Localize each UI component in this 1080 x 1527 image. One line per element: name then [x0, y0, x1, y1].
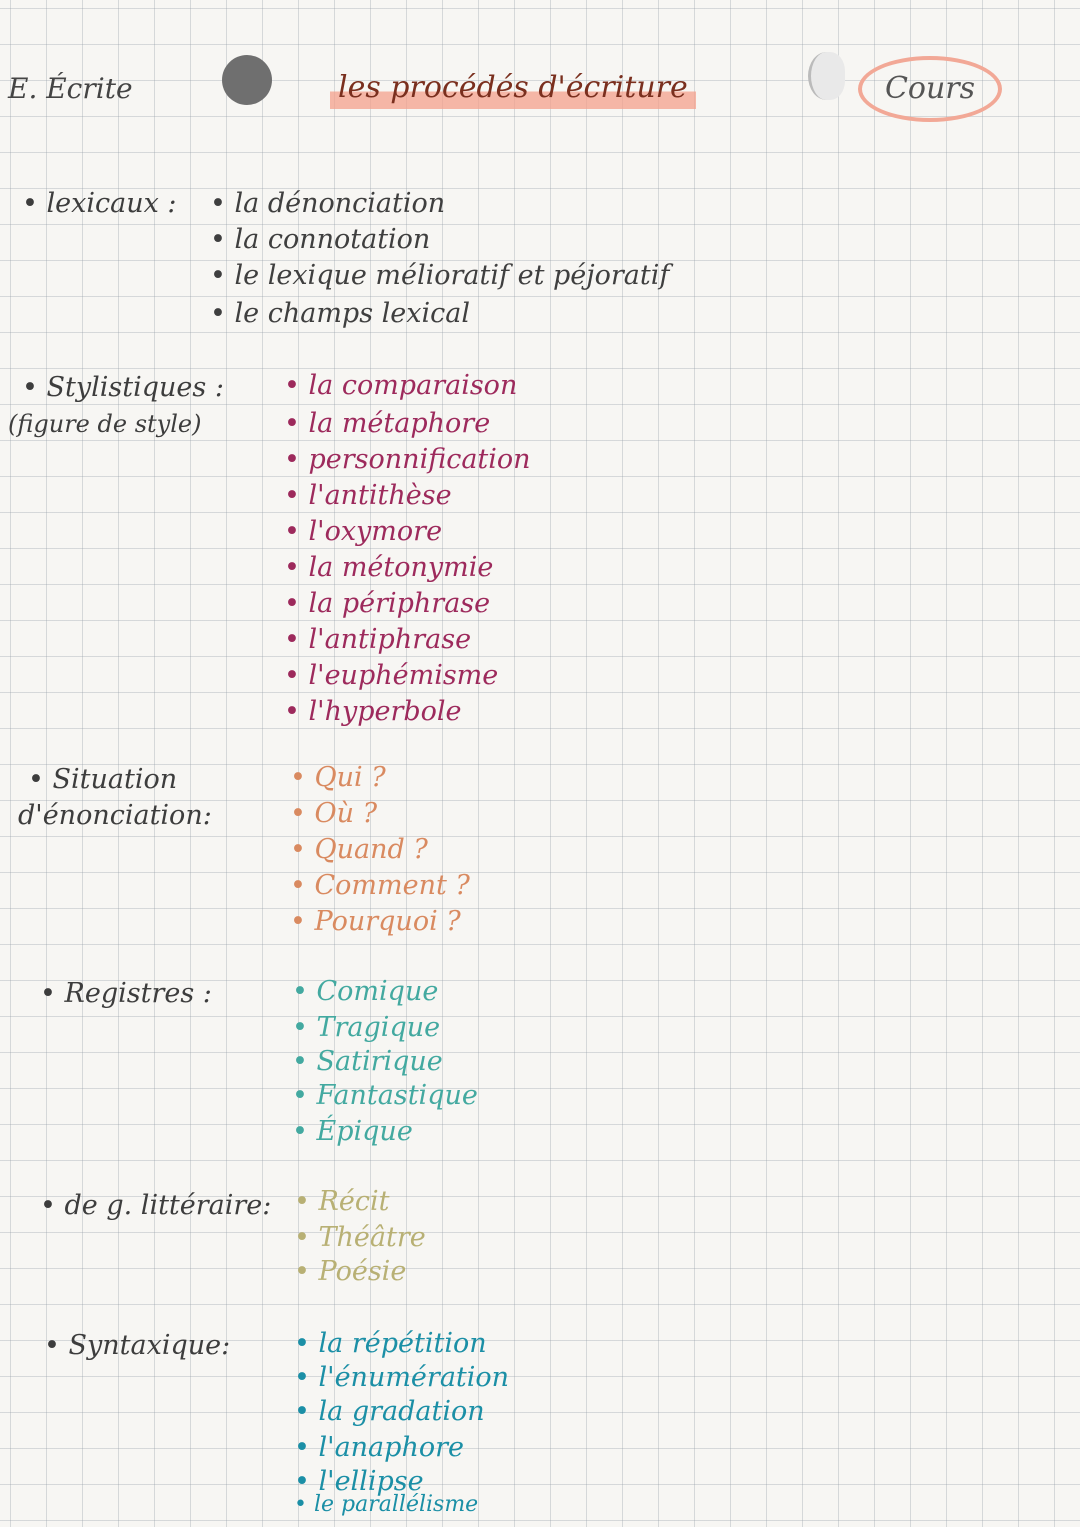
list-item: • Qui ? — [290, 762, 386, 793]
list-item: • personnification — [284, 444, 531, 475]
list-item: • la comparaison — [284, 370, 517, 401]
list-item: • l'antithèse — [284, 480, 452, 511]
list-item: • Fantastique — [292, 1080, 478, 1111]
list-item: • Satirique — [292, 1046, 443, 1077]
section-heading-enonciation: d'énonciation: — [18, 800, 212, 831]
section-heading-registres: • Registres : — [40, 978, 212, 1009]
binder-hole-left — [222, 55, 272, 105]
list-item: • le lexique mélioratif et péjoratif — [210, 260, 669, 291]
section-heading-situation: • Situation — [28, 764, 177, 795]
section-heading-syntaxique: • Syntaxique: — [44, 1330, 230, 1361]
binder-hole-right — [808, 52, 845, 100]
section-heading-lexicaux: • lexicaux : — [22, 188, 177, 219]
section-heading-stylistiques: • Stylistiques : — [22, 372, 224, 403]
list-item: • la dénonciation — [210, 188, 445, 219]
list-item: • le parallélisme — [294, 1492, 478, 1517]
list-item: • la gradation — [294, 1396, 485, 1427]
list-item: • la métonymie — [284, 552, 493, 583]
section-heading-genre-litteraire: • de g. littéraire: — [40, 1190, 271, 1221]
list-item: • l'énumération — [294, 1362, 509, 1393]
list-item: • Poésie — [294, 1256, 406, 1287]
list-item: • la répétition — [294, 1328, 487, 1359]
list-item: • la métaphore — [284, 408, 490, 439]
list-item: • Épique — [292, 1116, 413, 1147]
list-item: • l'hyperbole — [284, 696, 462, 727]
list-item: • Où ? — [290, 798, 377, 829]
list-item: • le champs lexical — [210, 298, 470, 329]
list-item: • l'oxymore — [284, 516, 442, 547]
list-item: • l'antiphrase — [284, 624, 471, 655]
list-item: • la périphrase — [284, 588, 490, 619]
list-item: • Tragique — [292, 1012, 440, 1043]
cours-badge: Cours — [858, 56, 1002, 122]
list-item: • Quand ? — [290, 834, 428, 865]
page-title: les procédés d'écriture — [330, 70, 696, 109]
section-subheading-figure-de-style: (figure de style) — [8, 410, 202, 438]
list-item: • l'anaphore — [294, 1432, 464, 1463]
list-item: • Pourquoi ? — [290, 906, 461, 937]
list-item: • Comment ? — [290, 870, 470, 901]
list-item: • la connotation — [210, 224, 430, 255]
list-item: • Comique — [292, 976, 438, 1007]
subject-label: E. Écrite — [8, 72, 133, 105]
list-item: • l'ellipse — [294, 1466, 424, 1497]
list-item: • l'euphémisme — [284, 660, 498, 691]
list-item: • Théâtre — [294, 1222, 426, 1253]
list-item: • Récit — [294, 1186, 389, 1217]
